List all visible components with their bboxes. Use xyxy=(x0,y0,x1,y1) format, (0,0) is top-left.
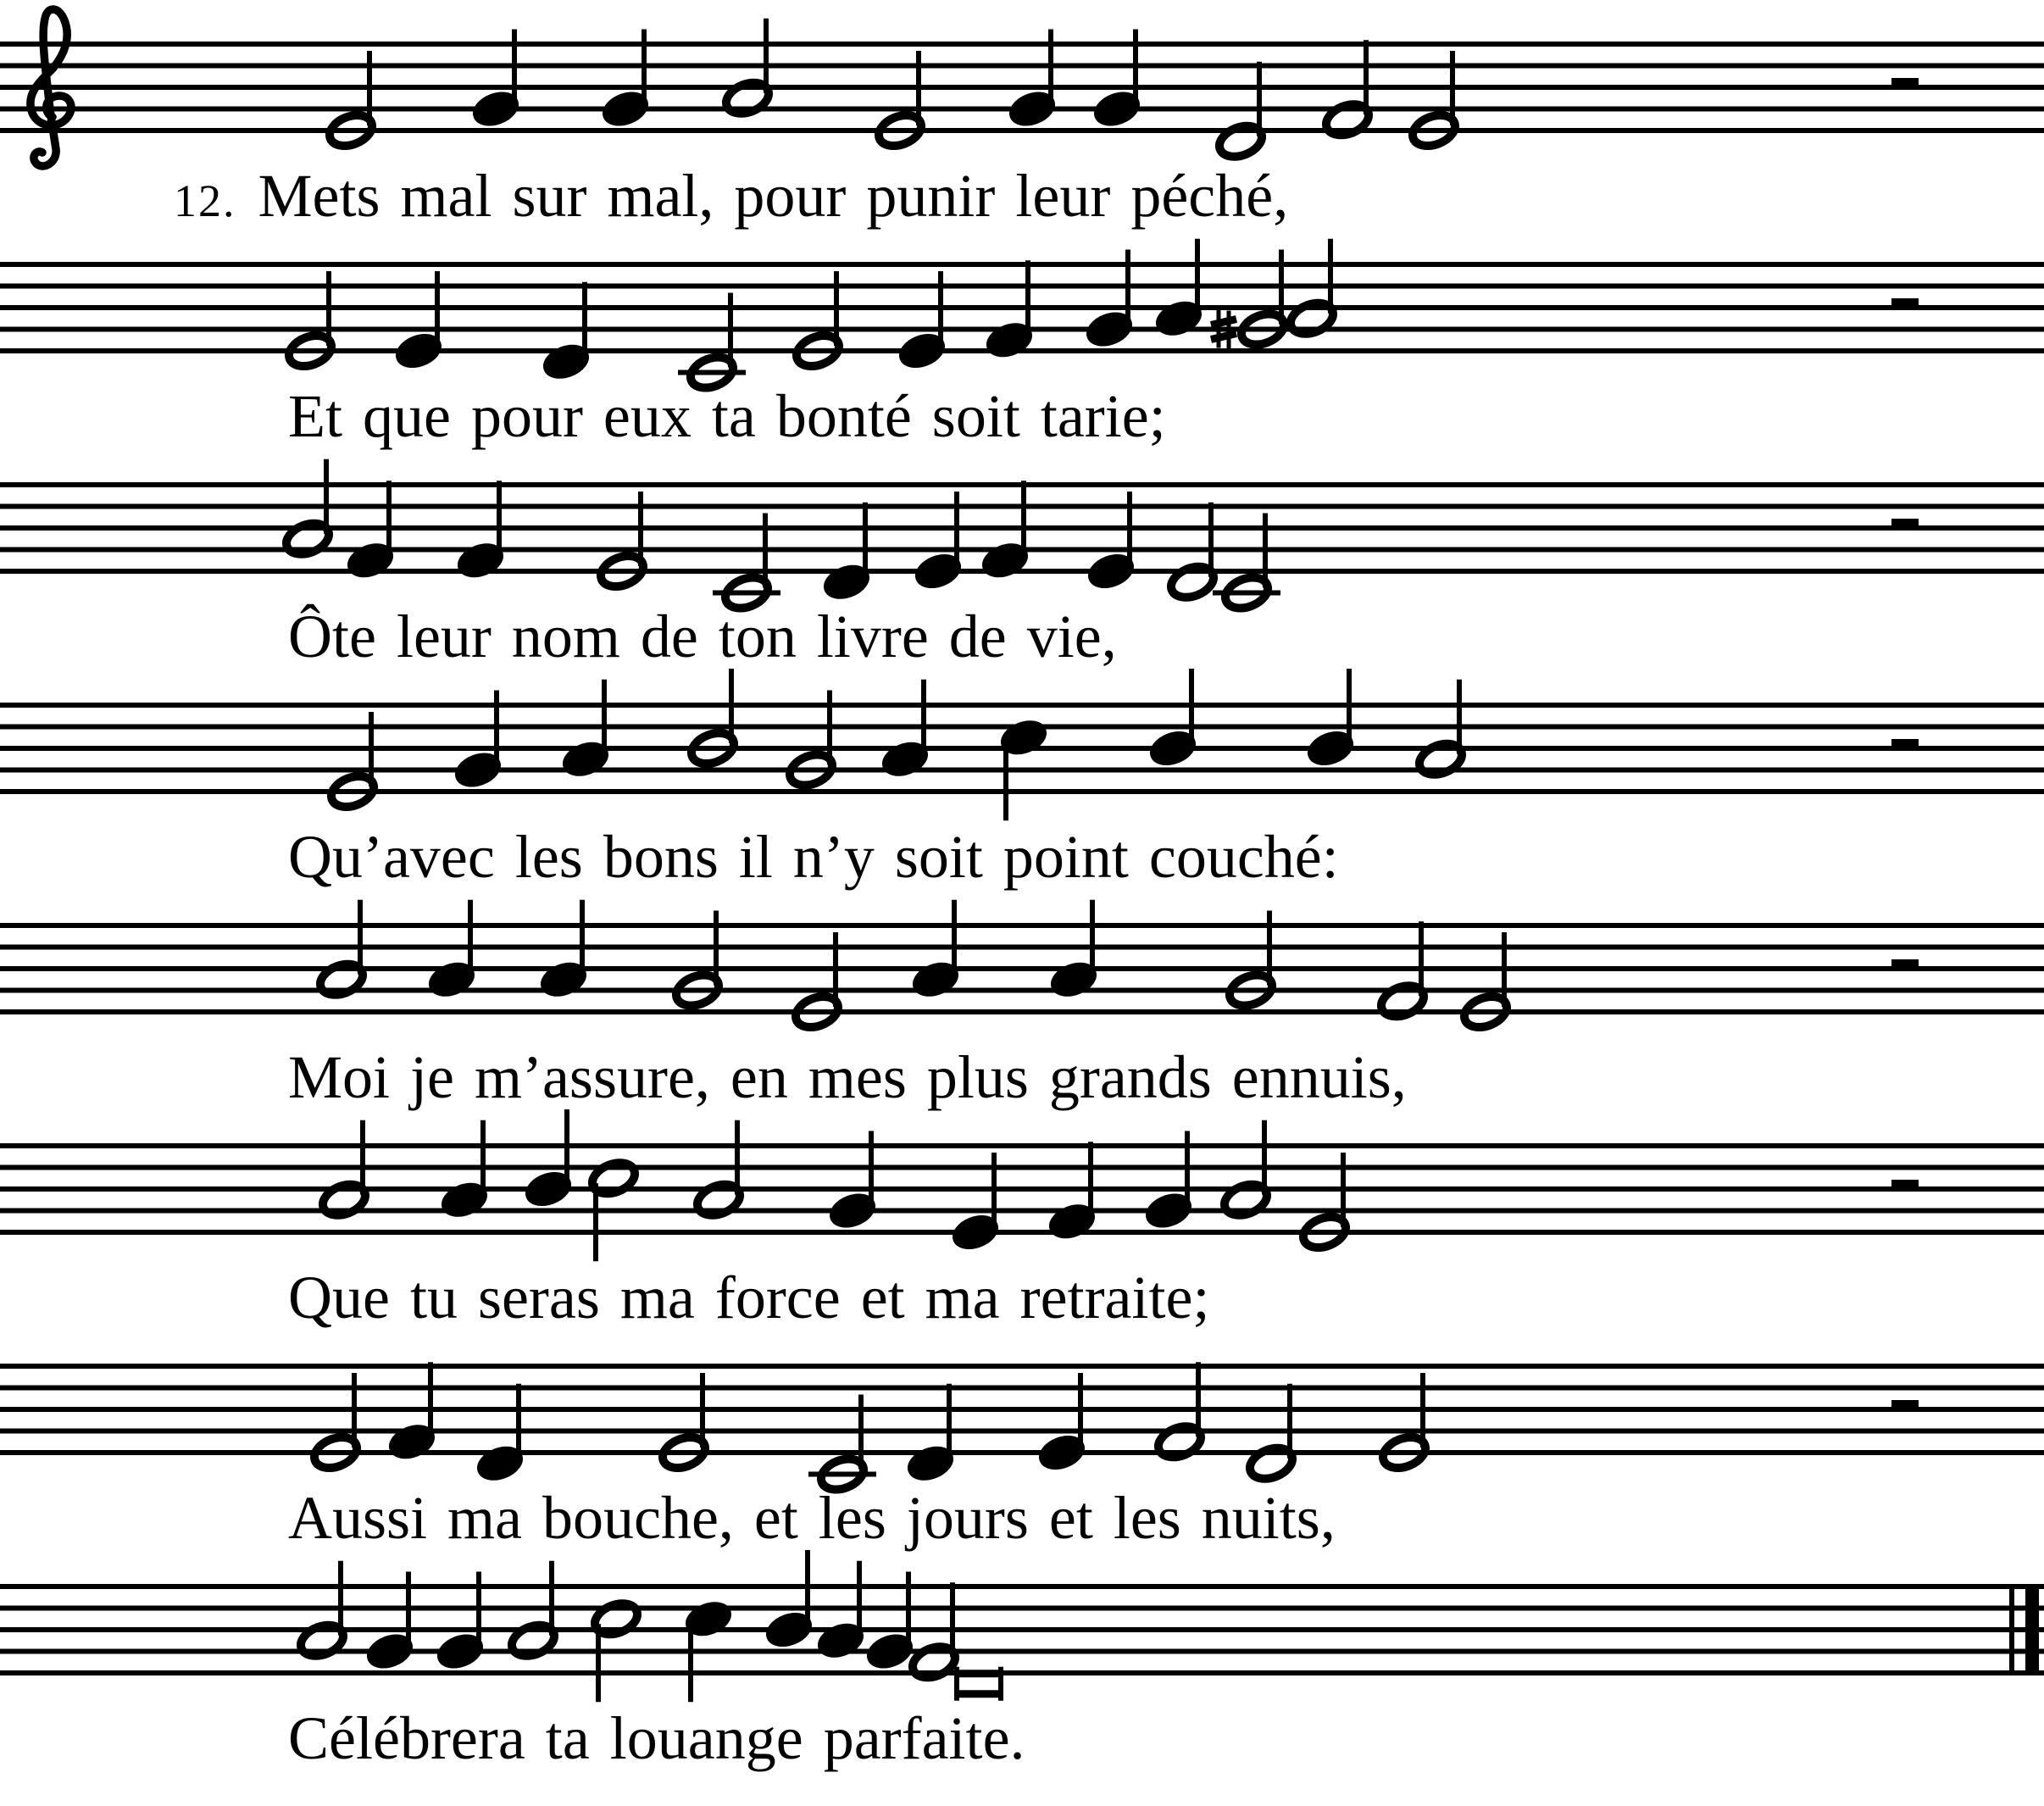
staff-system xyxy=(0,1315,2044,1552)
note-A4-quarter xyxy=(426,900,477,1001)
note-F4-quarter xyxy=(1047,1142,1097,1242)
staff xyxy=(0,1095,2044,1290)
staff-system xyxy=(0,214,2044,450)
note-F4-half xyxy=(908,1582,959,1683)
staff-system xyxy=(0,434,2044,670)
staff xyxy=(0,214,2044,408)
note-A4-quarter xyxy=(1153,239,1204,340)
note-F4-quarter xyxy=(345,481,396,581)
lyric-text: Célébrera ta louange parfaite. xyxy=(288,1704,1025,1772)
staff-system xyxy=(0,0,2044,230)
staff xyxy=(0,1315,2044,1510)
note-F4-quarter xyxy=(455,481,506,581)
note-A4-half xyxy=(319,1120,369,1221)
note-D4-quarter xyxy=(905,1384,956,1485)
half-rest xyxy=(1891,78,1919,87)
note-A4-quarter xyxy=(1048,900,1099,1001)
lyric-line xyxy=(288,1704,1025,1772)
lyric-text: Qu’avec les bons il n’y soit point couché: xyxy=(288,823,1339,891)
staff xyxy=(0,434,2044,629)
note-A4-quarter xyxy=(910,900,961,1001)
note-D4-quarter xyxy=(541,282,592,383)
note-F4-half xyxy=(1322,40,1373,141)
lyric-text: Mets mal sur mal, pour punir leur péché, xyxy=(258,162,1289,230)
note-B4-quarter xyxy=(523,1109,574,1210)
note-B4-half xyxy=(687,669,738,770)
note-A4-half xyxy=(722,19,773,119)
note-A4-half xyxy=(282,459,333,560)
note-A4-quarter xyxy=(560,680,611,781)
note-F4-quarter xyxy=(386,1362,437,1463)
half-rest xyxy=(1891,739,1919,748)
note-D4-half xyxy=(1246,1384,1297,1485)
staff xyxy=(0,0,2044,188)
staff xyxy=(0,875,2044,1070)
staff xyxy=(0,654,2044,849)
staff-system xyxy=(0,1536,2044,1772)
staff xyxy=(0,1536,2044,1731)
final-barline-thick xyxy=(2025,1584,2039,1675)
note-A4-half xyxy=(1415,680,1466,781)
half-rest xyxy=(1891,1180,1919,1189)
verse-number: 12. xyxy=(174,175,236,226)
note-F4-quarter xyxy=(980,481,1030,581)
lyric-text: Ôte leur nom de ton livre de vie, xyxy=(288,603,1117,670)
lyric-text: Aussi ma bouche, et les jours et les nuits, xyxy=(288,1484,1336,1552)
staff-system xyxy=(0,654,2044,891)
note-D4-quarter xyxy=(821,503,872,603)
note-D4-quarter xyxy=(475,1384,525,1485)
half-rest xyxy=(1891,519,1919,528)
note-A4-half xyxy=(508,1561,558,1662)
note-A4-half xyxy=(297,1561,347,1662)
note-F4-quarter xyxy=(984,260,1035,361)
note-A4-half xyxy=(693,1120,744,1221)
note-A4-half xyxy=(316,900,367,1001)
staff-system xyxy=(0,875,2044,1111)
half-rest xyxy=(1891,1400,1919,1409)
note-F4-half xyxy=(1377,921,1428,1022)
note-D4-half xyxy=(1215,62,1266,163)
half-rest xyxy=(1891,959,1919,969)
note-A4-quarter xyxy=(439,1120,490,1221)
note-B4-quarter xyxy=(1147,669,1198,770)
lyric-text: Que tu seras ma force et ma retraite; xyxy=(288,1264,1210,1331)
note-B4-quarter xyxy=(764,1550,814,1651)
staff-system xyxy=(0,1095,2044,1331)
note-A4-half xyxy=(1286,239,1337,340)
note-D4-half xyxy=(1167,503,1218,603)
lyric-text: Moi je m’assure, en mes plus grands ennuis, xyxy=(288,1043,1407,1111)
note-D4-breve xyxy=(957,1667,1001,1701)
note-A4-quarter xyxy=(538,900,589,1001)
note-B4-quarter xyxy=(1305,669,1356,770)
note-A4-half xyxy=(1220,1120,1271,1221)
breve-note xyxy=(957,1667,1001,1701)
note-A4-quarter xyxy=(880,680,930,781)
half-rest xyxy=(1891,298,1919,308)
note-A4-quarter xyxy=(815,1561,866,1662)
note-F4-half xyxy=(1154,1362,1205,1463)
lyric-text: Et que pour eux ta bonté soit tarie; xyxy=(288,382,1166,450)
